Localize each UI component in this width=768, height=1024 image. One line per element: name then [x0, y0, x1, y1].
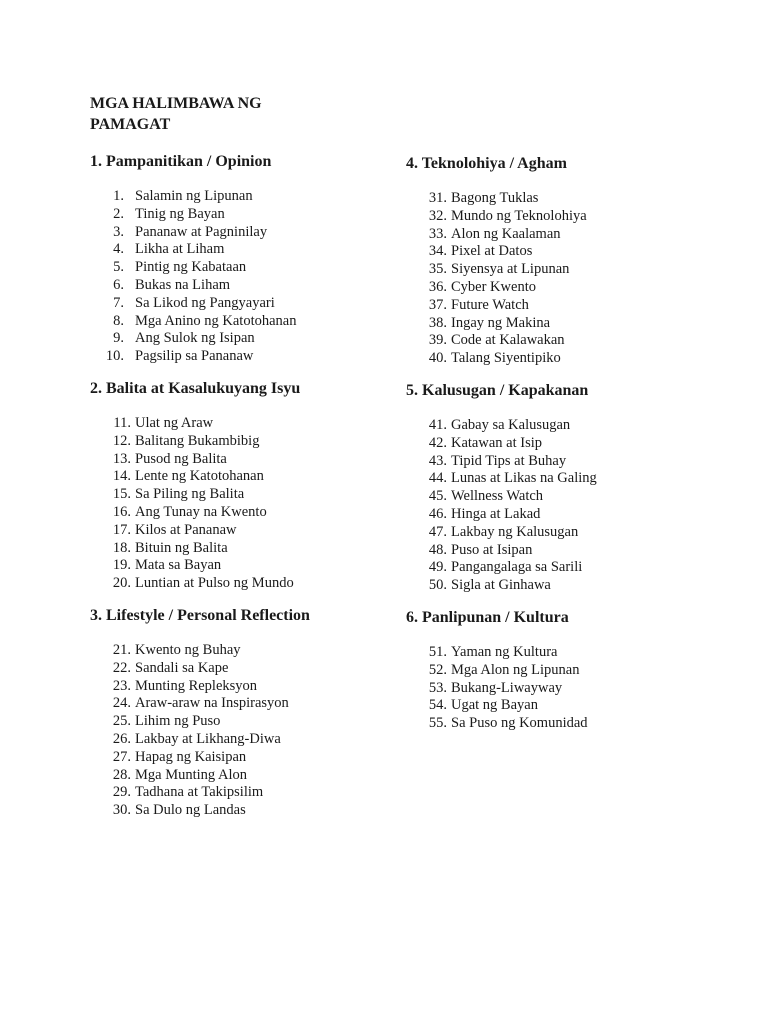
item-number: 32.	[428, 207, 447, 224]
item-title: Talang Siyentipiko	[451, 350, 561, 367]
list-item	[406, 435, 706, 453]
list-item	[406, 559, 706, 577]
item-title: Siyensya at Lipunan	[451, 261, 570, 278]
item-title: Kwento ng Buhay	[135, 641, 241, 658]
item-title: Katawan at Isip	[451, 434, 542, 451]
item-number: 19.	[112, 557, 131, 574]
item-number: 22.	[112, 659, 131, 676]
list-item	[90, 468, 390, 486]
item-number: 12.	[112, 432, 131, 449]
list-item	[90, 451, 390, 469]
list-item	[90, 224, 390, 242]
item-number: 4.	[113, 241, 124, 258]
list-item	[406, 488, 706, 506]
item-title: Sandali sa Kape	[135, 659, 229, 676]
item-title: Mga Anino ng Katotohanan	[135, 312, 297, 329]
item-number: 48.	[428, 541, 447, 558]
list-item	[90, 313, 390, 331]
item-title: Cyber Kwento	[451, 278, 536, 295]
item-number: 8.	[113, 312, 124, 329]
section-5	[406, 381, 706, 595]
item-number: 35.	[428, 261, 447, 278]
item-title: Tipid Tips at Buhay	[451, 452, 567, 469]
item-title: Ugat ng Bayan	[451, 697, 538, 714]
item-title: Wellness Watch	[451, 488, 544, 505]
item-number: 38.	[428, 314, 447, 331]
list-item	[406, 417, 706, 435]
list-item	[90, 784, 390, 802]
title-list	[90, 642, 390, 820]
item-title: Lakbay ng Kalusugan	[451, 523, 579, 540]
list-item	[406, 453, 706, 471]
item-number: 3.	[113, 223, 124, 240]
title-line-1: MGA HALIMBAWA NG	[90, 95, 262, 112]
item-number: 17.	[112, 521, 131, 538]
section-heading: 2. Balita at Kasalukuyang Isyu	[90, 379, 301, 397]
item-title: Code at Kalawakan	[451, 332, 565, 349]
item-title: Future Watch	[451, 296, 529, 313]
item-number: 43.	[428, 452, 447, 469]
item-title: Pagsilip sa Pananaw	[135, 348, 254, 365]
section-heading: 6. Panlipunan / Kultura	[406, 608, 569, 626]
item-title: Pintig ng Kabataan	[135, 259, 247, 276]
list-item	[406, 577, 706, 595]
item-title: Munting Repleksyon	[135, 677, 258, 694]
list-item	[90, 241, 390, 259]
list-item	[406, 350, 706, 368]
item-title: Gabay sa Kalusugan	[451, 416, 571, 433]
item-title: Bukang-Liwayway	[451, 679, 563, 696]
item-title: Hinga at Lakad	[451, 505, 541, 522]
item-title: Pusod ng Balita	[135, 450, 227, 467]
list-item	[90, 504, 390, 522]
list-item	[90, 522, 390, 540]
item-number: 29.	[112, 784, 131, 801]
right-column	[406, 154, 706, 733]
item-title: Sa Puso ng Komunidad	[451, 715, 588, 732]
item-number: 37.	[428, 296, 447, 313]
item-title: Balitang Bukambibig	[135, 432, 260, 449]
item-number: 30.	[112, 802, 131, 819]
list-item	[90, 642, 390, 660]
list-item	[406, 208, 706, 226]
item-number: 15.	[112, 486, 131, 503]
section-heading: 1. Pampanitikan / Opinion	[90, 153, 272, 170]
list-item	[406, 261, 706, 279]
item-title: Alon ng Kaalaman	[451, 225, 561, 242]
list-item	[90, 767, 390, 785]
list-item	[406, 297, 706, 315]
item-number: 23.	[112, 677, 131, 694]
section-heading: 4. Teknolohiya / Agham	[406, 155, 567, 172]
item-title: Puso at Isipan	[451, 541, 533, 558]
item-title: Sa Piling ng Balita	[135, 486, 245, 503]
item-number: 51.	[428, 643, 447, 660]
item-title: Hapag ng Kaisipan	[135, 748, 247, 765]
item-title: Mata sa Bayan	[135, 557, 222, 574]
item-title: Lihim ng Puso	[135, 713, 221, 730]
list-item	[90, 575, 390, 593]
list-item	[90, 802, 390, 820]
list-item	[406, 190, 706, 208]
item-number: 34.	[428, 243, 447, 260]
item-number: 39.	[428, 332, 447, 349]
list-item	[90, 188, 390, 206]
item-title: Araw-araw na Inspirasyon	[135, 695, 289, 712]
item-number: 24.	[112, 695, 131, 712]
list-item	[406, 506, 706, 524]
item-title: Pixel at Datos	[451, 243, 533, 260]
title-line-2: PAMAGAT	[90, 116, 171, 133]
list-item	[406, 680, 706, 698]
list-item	[406, 697, 706, 715]
item-number: 10.	[105, 348, 124, 365]
list-item	[90, 660, 390, 678]
item-number: 52.	[428, 661, 447, 678]
title-list	[90, 415, 390, 593]
item-number: 27.	[112, 748, 131, 765]
item-title: Salamin ng Lipunan	[135, 188, 253, 204]
item-title: Likha at Liham	[135, 241, 225, 258]
item-number: 33.	[428, 225, 447, 242]
list-item	[90, 731, 390, 749]
item-number: 1.	[113, 188, 124, 204]
item-number: 13.	[112, 450, 131, 467]
item-title: Ang Tunay na Kwento	[135, 503, 267, 520]
item-number: 40.	[428, 350, 447, 367]
item-number: 20.	[112, 575, 131, 592]
list-item	[90, 206, 390, 224]
item-title: Pangangalaga sa Sarili	[451, 559, 583, 576]
item-number: 5.	[113, 259, 124, 276]
section-1	[90, 152, 390, 366]
list-item	[90, 415, 390, 433]
list-item	[90, 678, 390, 696]
item-title: Mundo ng Teknolohiya	[451, 207, 587, 224]
title-list	[406, 644, 706, 733]
item-title: Mga Munting Alon	[135, 766, 247, 783]
list-item	[90, 348, 390, 366]
item-title: Ingay ng Makina	[451, 314, 551, 331]
item-number: 25.	[112, 713, 131, 730]
list-item	[406, 662, 706, 680]
item-number: 31.	[428, 190, 447, 206]
item-number: 42.	[428, 434, 447, 451]
section-6	[406, 608, 706, 733]
item-number: 45.	[428, 488, 447, 505]
section-4	[406, 154, 706, 368]
item-title: Kilos at Pananaw	[135, 521, 237, 538]
list-item	[406, 715, 706, 733]
list-item	[90, 486, 390, 504]
item-title: Ulat ng Araw	[135, 414, 214, 431]
list-item	[406, 226, 706, 244]
list-item	[90, 695, 390, 713]
item-number: 28.	[112, 766, 131, 783]
item-number: 26.	[112, 730, 131, 747]
list-item	[90, 749, 390, 767]
item-title: Tadhana at Takipsilim	[135, 784, 264, 801]
item-title: Mga Alon ng Lipunan	[451, 661, 580, 678]
document-title	[90, 93, 262, 135]
item-number: 53.	[428, 679, 447, 696]
item-number: 14.	[112, 468, 131, 485]
section-3	[90, 606, 390, 820]
item-title: Luntian at Pulso ng Mundo	[135, 575, 294, 592]
item-number: 21.	[112, 641, 131, 658]
item-number: 11.	[113, 414, 131, 431]
item-number: 2.	[113, 205, 124, 222]
item-title: Lakbay at Likhang-Diwa	[135, 730, 281, 747]
list-item	[90, 433, 390, 451]
item-number: 41.	[428, 416, 447, 433]
list-item	[90, 277, 390, 295]
item-number: 47.	[428, 523, 447, 540]
list-item	[90, 259, 390, 277]
list-item	[406, 524, 706, 542]
item-title: Tinig ng Bayan	[135, 205, 225, 222]
title-list	[406, 417, 706, 595]
section-2	[90, 379, 390, 593]
item-number: 16.	[112, 503, 131, 520]
item-number: 44.	[428, 470, 447, 487]
item-title: Bagong Tuklas	[451, 190, 539, 206]
section-heading: 5. Kalusugan / Kapakanan	[406, 381, 589, 399]
list-item	[406, 279, 706, 297]
item-title: Ang Sulok ng Isipan	[135, 330, 255, 347]
list-item	[90, 713, 390, 731]
item-title: Bituin ng Balita	[135, 539, 228, 556]
item-title: Sa Likod ng Pangyayari	[135, 294, 275, 311]
title-list	[406, 190, 706, 368]
list-item	[406, 542, 706, 560]
item-number: 50.	[428, 577, 447, 594]
item-title: Sa Dulo ng Landas	[135, 802, 246, 819]
item-number: 7.	[113, 294, 124, 311]
item-number: 9.	[113, 330, 124, 347]
item-number: 49.	[428, 559, 447, 576]
list-item	[406, 470, 706, 488]
item-title: Lunas at Likas na Galing	[451, 470, 597, 487]
list-item	[90, 557, 390, 575]
item-number: 36.	[428, 278, 447, 295]
list-item	[406, 332, 706, 350]
item-title: Sigla at Ginhawa	[451, 577, 551, 594]
item-title: Yaman ng Kultura	[451, 643, 558, 660]
item-title: Lente ng Katotohanan	[135, 468, 264, 485]
item-title: Pananaw at Pagninilay	[135, 223, 268, 240]
list-item	[90, 540, 390, 558]
item-number: 18.	[112, 539, 131, 556]
list-item	[90, 330, 390, 348]
left-column	[90, 152, 390, 820]
list-item	[90, 295, 390, 313]
section-heading: 3. Lifestyle / Personal Reflection	[90, 606, 310, 624]
item-number: 46.	[428, 505, 447, 522]
list-item	[406, 315, 706, 333]
item-number: 54.	[428, 697, 447, 714]
item-title: Bukas na Liham	[135, 276, 231, 293]
item-number: 55.	[428, 715, 447, 732]
item-number: 6.	[113, 276, 124, 293]
list-item	[406, 243, 706, 261]
title-list	[90, 188, 390, 366]
list-item	[406, 644, 706, 662]
